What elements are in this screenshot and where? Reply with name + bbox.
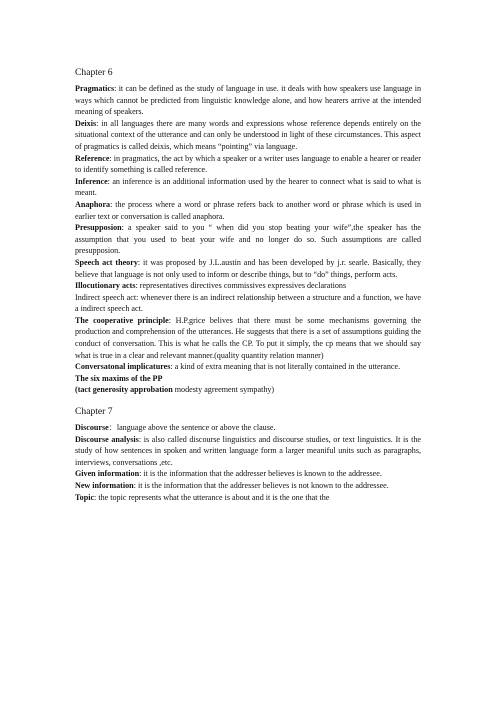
term-separator: : <box>96 118 102 128</box>
term-separator: : <box>170 362 175 372</box>
glossary-term: Reference <box>75 153 110 163</box>
glossary-entry <box>75 434 421 469</box>
glossary-term: Discourse <box>75 423 109 433</box>
term-separator: : <box>135 281 140 291</box>
glossary-term: Pragmatics <box>75 84 115 93</box>
glossary-term: (tact generosity approbation <box>75 385 173 395</box>
glossary-entry <box>75 222 421 257</box>
chapter-7-body <box>75 422 421 503</box>
term-separator: : <box>114 84 119 93</box>
chapter-6-heading: Chapter 6 <box>75 67 113 78</box>
glossary-definition: is also called discourse linguistics and discourse studies, or text linguistics. It is the study of how sentences in spoken and written language form a larger meaniful units such as paragraphs, interviews, conversations ,etc. <box>75 434 421 467</box>
term-separator: : <box>137 257 144 267</box>
glossary-definition: it is the information that the addresser believes is not known to the addressee. <box>137 481 389 490</box>
glossary-definition: a speaker said to you “ when did you stop beating your wife”,the speaker has the assumption that you used to beat your wife and no longer do so. Such assumptions are called presupposion. <box>75 223 422 256</box>
glossary-definition: Indirect speech act: whenever there is an indirect relationship between a structure and a function, we have a indirect speech act. <box>75 292 421 314</box>
glossary-definition: in all languages there are many words and expressions whose reference depends entirely on the situational context of the utterance and can only be understood in light of these circumstances. This aspect of pragmatics is called deixis, which means “pointing” via language. <box>75 118 421 151</box>
glossary-definition: the process where a word or phrase refers back to another word or phrase which is used in earlier text or conversation is called anaphora. <box>75 199 422 221</box>
glossary-entry <box>75 153 421 176</box>
glossary-term: The six maxims of the PP <box>75 373 163 383</box>
glossary-entry <box>75 384 421 396</box>
glossary-entry <box>75 257 421 280</box>
glossary-definition: in pragmatics, the act by which a speaker or a writer uses language to enable a hearer or reader to identify something is called reference. <box>75 153 421 175</box>
term-separator: : <box>110 199 116 209</box>
glossary-entry <box>75 83 421 118</box>
glossary-term: Topic <box>75 492 95 502</box>
glossary-definition: an inference is an additional information used by the hearer to connect what is said to what is meant. <box>75 176 421 198</box>
document-page <box>75 67 421 503</box>
glossary-definition: it is the information that the addresser believes is known to the addressee. <box>143 469 382 479</box>
glossary-term: Presupposion <box>75 223 122 233</box>
glossary-term: The cooperative principle <box>75 315 169 325</box>
glossary-entry <box>75 176 421 199</box>
glossary-definition: representatives directives commissives expressives declarations <box>139 281 347 291</box>
glossary-term: Anaphora <box>75 199 111 209</box>
term-separator: : <box>94 492 99 502</box>
term-separator: ： <box>108 423 117 433</box>
glossary-term: Speech act theory <box>75 257 138 267</box>
glossary-entry <box>75 492 421 504</box>
glossary-entry <box>75 373 421 385</box>
glossary-definition: the topic represents what the utterance is about and it is the one that the <box>98 492 330 502</box>
glossary-definition: a kind of extra meaning that is not literally contained in the utterance. <box>174 362 401 372</box>
chapter-7-heading: Chapter 7 <box>75 406 113 418</box>
glossary-definition: it was proposed by J.L.austin and has been developed by j.r. searle. Basically, they believe that language is not only used to inform or describe things, but to “do” things, perform acts. <box>75 257 421 279</box>
glossary-entry <box>75 480 421 492</box>
glossary-entry <box>75 280 421 292</box>
glossary-entry <box>75 292 421 315</box>
glossary-entry <box>75 199 421 222</box>
glossary-definition: language above the sentence or above the clause. <box>116 423 276 433</box>
glossary-term: New information <box>75 481 134 490</box>
glossary-term: Given information <box>75 469 140 479</box>
glossary-entry <box>75 468 421 480</box>
glossary-entry <box>75 315 421 361</box>
glossary-term: Conversatonal implicatures <box>75 362 171 372</box>
chapter-6-body <box>75 83 421 396</box>
glossary-term: Discourse analysis <box>75 434 139 444</box>
term-separator: : <box>168 315 176 325</box>
glossary-definition: it can be defined as the study of language in use. it deals with how speakers use language in ways which cannot be predicted from linguistic knowledge alone, and how hearers arrive at the intended meaning of speakers. <box>75 84 421 117</box>
glossary-term: Inference <box>75 176 108 186</box>
glossary-definition: H.P.grice belives that there must be some mechanisms governing the production and comprehension of the utterances. He suggests that there is a set of assumptions guiding the conduct of conversation. This is what he calls the CP. To put it simply, the cp means that we should say what is true in a clear and relevant manner.(quality quantity relation manner) <box>75 315 421 360</box>
term-separator: : <box>109 153 114 163</box>
glossary-definition: modesty agreement sympathy) <box>174 385 275 395</box>
glossary-entry <box>75 361 421 373</box>
glossary-term: Deixis <box>75 118 97 128</box>
term-separator: : <box>121 223 129 233</box>
glossary-term: Illocutionary acts <box>75 281 136 291</box>
glossary-entry <box>75 118 421 153</box>
glossary-entry <box>75 422 421 434</box>
term-separator: : <box>139 469 144 479</box>
term-separator: : <box>107 176 113 186</box>
term-separator: : <box>138 434 144 444</box>
term-separator: : <box>133 481 138 490</box>
